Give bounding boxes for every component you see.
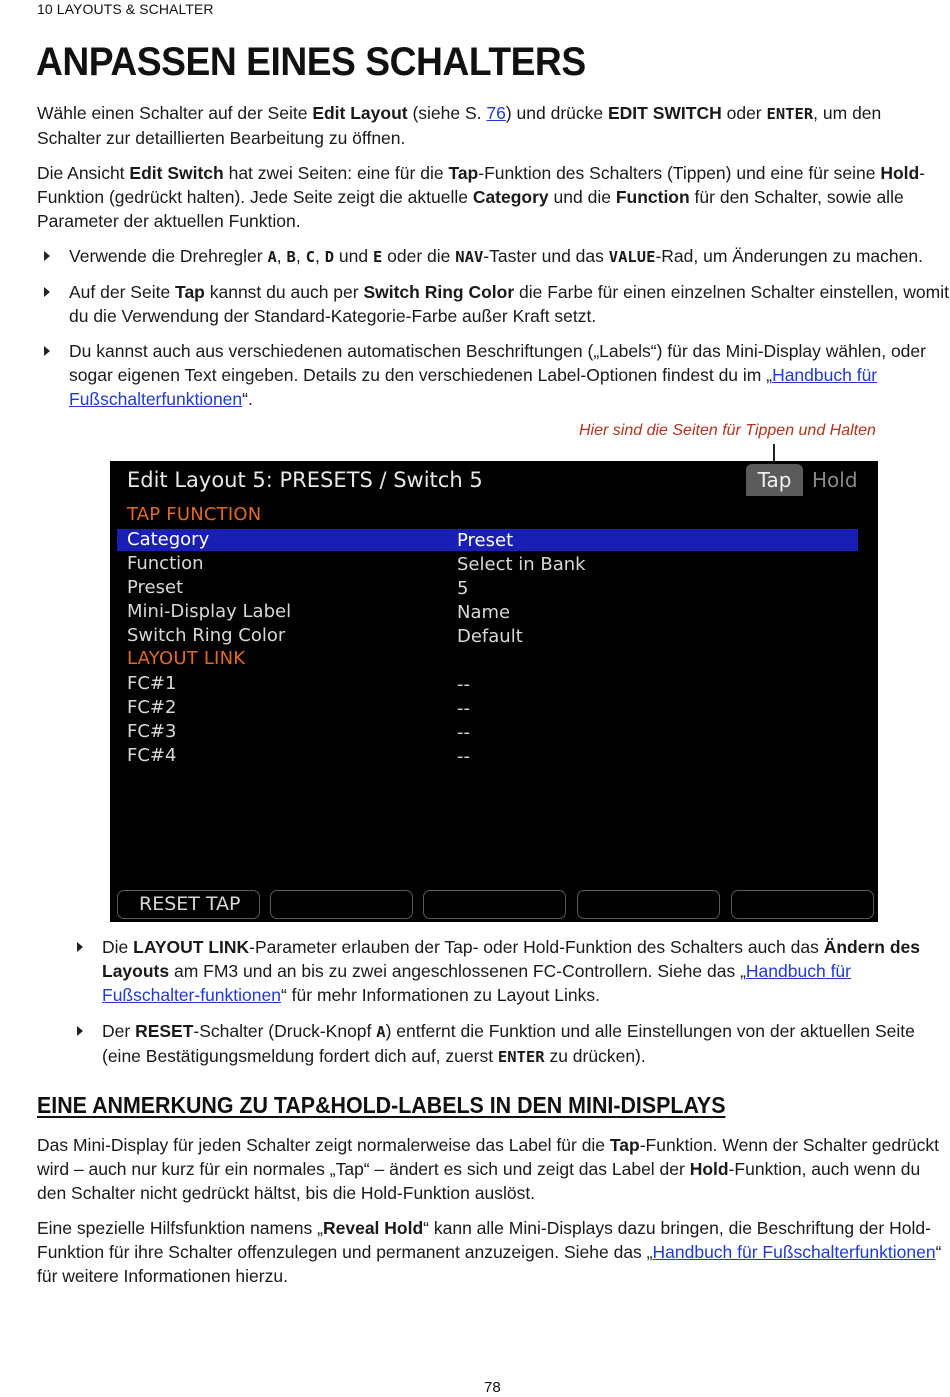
section-heading: EINE ANMERKUNG ZU TAP&HOLD-LABELS IN DEN MINI-DISPLAYS bbox=[37, 1092, 726, 1118]
page-number: 78 bbox=[484, 1379, 501, 1396]
param-row-category[interactable]: Category Preset bbox=[117, 529, 858, 551]
softkey-4[interactable] bbox=[577, 890, 720, 919]
param-row-switch-ring-color[interactable]: Switch Ring Color Default bbox=[127, 625, 523, 647]
reveal-hold-paragraph: Eine spezielle Hilfsfunktion namens „Reveal Hold“ kann alle Mini-Displays dazu bringen, die Beschriftung der Hold-Funktion für ihre Schalter offenzulegen und permanent anzuzeigen. Siehe das „Handbuch für Fußschalterfunktionen“ für weitere Informationen hierzu. bbox=[37, 1218, 942, 1286]
footswitch-manual-link[interactable]: Handbuch für Fußschalterfunktionen bbox=[652, 1242, 936, 1262]
param-row-fc2[interactable]: FC#2 -- bbox=[127, 697, 470, 719]
bullet-arrow-icon bbox=[44, 287, 50, 297]
param-row-fc3[interactable]: FC#3 -- bbox=[127, 721, 470, 743]
list-item: Auf der Seite Tap kannst du auch per Switch Ring Color die Farbe für einen einzelnen Schalter einstellen, womit du die Verwendung der Standard-Kategorie-Farbe außer Kraft setzt. bbox=[69, 280, 949, 328]
device-screen bbox=[110, 461, 878, 922]
softkey-2[interactable] bbox=[270, 890, 413, 919]
tap-hold-callout: Hier sind die Seiten für Tippen und Halten bbox=[579, 422, 876, 439]
running-header: 10 LAYOUTS & SCHALTER bbox=[37, 1, 214, 17]
mini-display-paragraph: Das Mini-Display für jeden Schalter zeigt normalerweise das Label für die Tap-Funktion. Wenn der Schalter gedrückt wird – auch nur kurz für ein normales „Tap“ – ändert es sich und zeigt das Label der Hold-Funktion, auch wenn du den Schalter nicht gedrückt hältst, bis die Hold-Funktion auslöst. bbox=[37, 1135, 940, 1203]
param-row-fc1[interactable]: FC#1 -- bbox=[127, 673, 470, 695]
edit-switch-paragraph: Die Ansicht Edit Switch hat zwei Seiten: eine für die Tap-Funktion des Schalters (Tippen) und eine für seine Hold-Funktion (gedrückt halten). Jede Seite zeigt die aktuelle Category und die Function für den Schalter, sowie alle Parameter der aktuellen Funktion. bbox=[37, 163, 926, 231]
bullet-arrow-icon bbox=[44, 346, 50, 356]
list-item: Die LAYOUT LINK-Parameter erlauben der Tap- oder Hold-Funktion des Schalters auch das Ändern des Layouts am FM3 und an bis zu zwei angeschlossenen FC-Controllern. Siehe das „Handbuch für Fußschalter-funktionen“ für mehr Informationen zu Layout Links. bbox=[102, 935, 950, 1007]
bullet-arrow-icon bbox=[77, 1026, 83, 1036]
intro-paragraph: Wähle einen Schalter auf der Seite Edit Layout (siehe S. 76) und drücke EDIT SWITCH oder ENTER, um den Schalter zur detaillierten Bearbeitung zu öffnen. bbox=[37, 103, 882, 148]
param-row-mini-display-label[interactable]: Mini-Display Label Name bbox=[127, 601, 511, 623]
softkey-5[interactable] bbox=[731, 890, 874, 919]
page-link-76[interactable]: 76 bbox=[486, 103, 506, 123]
param-row-fc4[interactable]: FC#4 -- bbox=[127, 745, 470, 767]
param-row-function[interactable]: Function Select in Bank bbox=[127, 553, 586, 575]
tab-hold[interactable]: Hold bbox=[812, 468, 858, 492]
footswitch-manual-link[interactable]: Handbuch für Fußschalterfunktionen bbox=[69, 365, 878, 409]
section-layout-link: LAYOUT LINK bbox=[127, 648, 246, 669]
bullet-arrow-icon bbox=[44, 251, 50, 261]
list-item: Du kannst auch aus verschiedenen automatischen Beschriftungen („Labels“) für das Mini-Display wählen, oder sogar eigenen Text eingeben. Details zu den verschiedenen Label-Optionen findest du im „Handbuch für Fußschalterfunktionen“. bbox=[69, 339, 949, 411]
footswitch-manual-link[interactable]: Handbuch für Fußschalter-funktionen bbox=[102, 961, 851, 1005]
param-row-preset[interactable]: Preset 5 bbox=[127, 577, 469, 599]
list-item: Der RESET-Schalter (Druck-Knopf A) entfernt die Funktion und alle Einstellungen von der aktuellen Seite (eine Bestätigungsmeldung fordert dich auf, zuerst ENTER zu drücken). bbox=[102, 1019, 950, 1069]
softkey-3[interactable] bbox=[423, 890, 566, 919]
list-item: Verwende die Drehregler A, B, C, D und E oder die NAV-Taster und das VALUE-Rad, um Änderungen zu machen. bbox=[69, 244, 949, 269]
page-title: ANPASSEN EINES SCHALTERS bbox=[36, 40, 586, 84]
softkey-reset-tap[interactable]: RESET TAP bbox=[117, 890, 260, 919]
screen-title: Edit Layout 5: PRESETS / Switch 5 bbox=[127, 468, 483, 492]
section-tap-function: TAP FUNCTION bbox=[127, 504, 262, 525]
bullet-arrow-icon bbox=[77, 942, 83, 952]
tab-tap[interactable]: Tap bbox=[746, 464, 803, 496]
